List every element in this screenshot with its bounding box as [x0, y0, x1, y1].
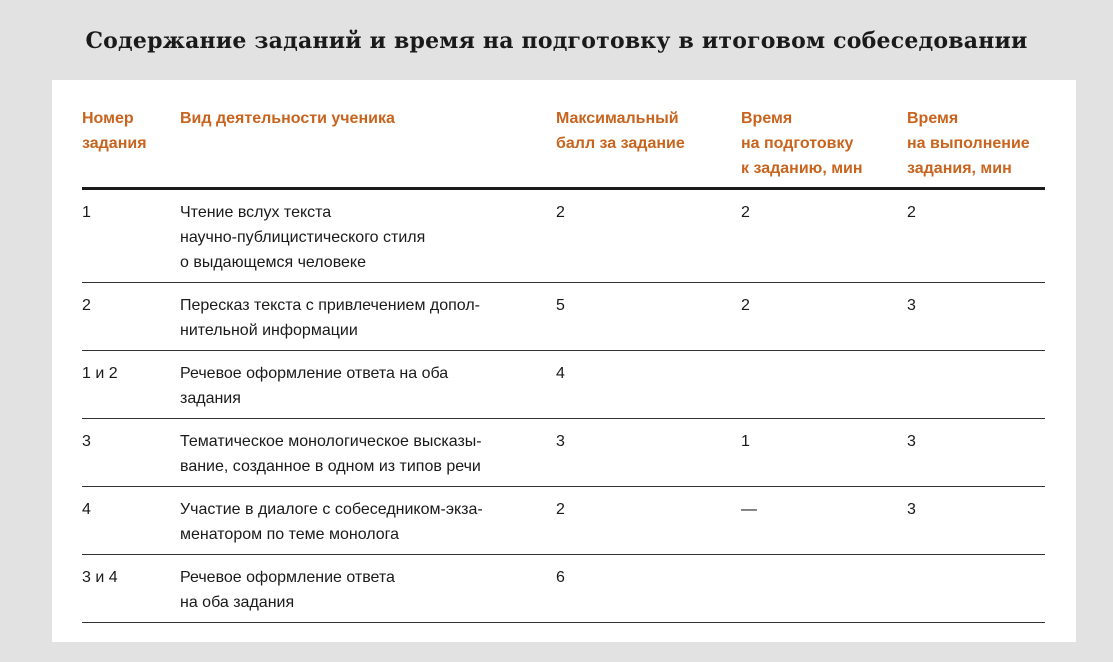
cell-exec-time	[907, 555, 1045, 623]
cell-exec-time: 3	[907, 283, 1045, 351]
activity-line: менатором по теме монолога	[180, 526, 400, 543]
cell-max-score: 5	[556, 283, 741, 351]
cell-max-score: 4	[556, 351, 741, 419]
activity-line: Участие в диалоге с собеседником-экза-	[180, 501, 483, 518]
activity-line: вание, созданное в одном из типов речи	[180, 458, 481, 475]
activity-line: Речевое оформление ответа	[180, 569, 395, 586]
header-line: Время	[741, 110, 793, 127]
activity-line: нительной информации	[180, 322, 358, 339]
table-row	[82, 555, 1045, 623]
header-line: Время	[907, 110, 959, 127]
activity-line: Чтение вслух текста	[180, 204, 332, 221]
cell-task-number: 1	[82, 189, 180, 283]
header-line: задания	[82, 135, 147, 152]
cell-task-number: 2	[82, 283, 180, 351]
cell-max-score: 6	[556, 555, 741, 623]
activity-line: о выдающемся человеке	[180, 254, 366, 271]
header-prep-time	[741, 106, 907, 189]
activity-line: Тематическое монологическое высказы-	[180, 433, 482, 450]
table-panel	[52, 80, 1076, 642]
activity-line: задания	[180, 390, 241, 407]
cell-exec-time: 3	[907, 419, 1045, 487]
header-line: к заданию, мин	[741, 160, 863, 177]
cell-max-score: 3	[556, 419, 741, 487]
cell-task-number: 3 и 4	[82, 555, 180, 623]
cell-activity	[180, 283, 556, 351]
cell-max-score: 2	[556, 189, 741, 283]
cell-prep-time: 1	[741, 419, 907, 487]
header-line: Максимальный	[556, 110, 679, 127]
cell-task-number: 3	[82, 419, 180, 487]
cell-prep-time	[741, 351, 907, 419]
header-line: на подготовку	[741, 135, 854, 152]
header-exec-time	[907, 106, 1045, 189]
cell-prep-time: 2	[741, 189, 907, 283]
header-line: задания, мин	[907, 160, 1012, 177]
header-line: на выполнение	[907, 135, 1030, 152]
table-row	[82, 487, 1045, 555]
activity-line: Речевое оформление ответа на оба	[180, 365, 449, 382]
cell-prep-time	[741, 555, 907, 623]
cell-activity	[180, 419, 556, 487]
table-row	[82, 351, 1045, 419]
cell-activity	[180, 487, 556, 555]
header-line: Вид деятельности ученика	[180, 110, 395, 127]
cell-activity	[180, 351, 556, 419]
tasks-table	[82, 106, 1045, 623]
cell-task-number: 1 и 2	[82, 351, 180, 419]
cell-exec-time: 2	[907, 189, 1045, 283]
cell-max-score: 2	[556, 487, 741, 555]
activity-line: Пересказ текста с привлечением допол-	[180, 297, 481, 314]
activity-line: научно-публицистического стиля	[180, 229, 426, 246]
header-line: балл за задание	[556, 135, 685, 152]
cell-prep-time: —	[741, 487, 907, 555]
cell-exec-time	[907, 351, 1045, 419]
cell-prep-time: 2	[741, 283, 907, 351]
activity-line: на оба задания	[180, 594, 295, 611]
cell-activity	[180, 189, 556, 283]
header-max-score	[556, 106, 741, 189]
cell-task-number: 4	[82, 487, 180, 555]
cell-exec-time: 3	[907, 487, 1045, 555]
page-title: Содержание заданий и время на подготовку в итоговом собеседовании	[85, 28, 1028, 54]
header-row	[82, 106, 1045, 189]
header-task-number	[82, 106, 180, 189]
table-row	[82, 283, 1045, 351]
table-row	[82, 419, 1045, 487]
header-line: Номер	[82, 110, 134, 127]
header-activity	[180, 106, 556, 189]
table-row	[82, 189, 1045, 283]
cell-activity	[180, 555, 556, 623]
